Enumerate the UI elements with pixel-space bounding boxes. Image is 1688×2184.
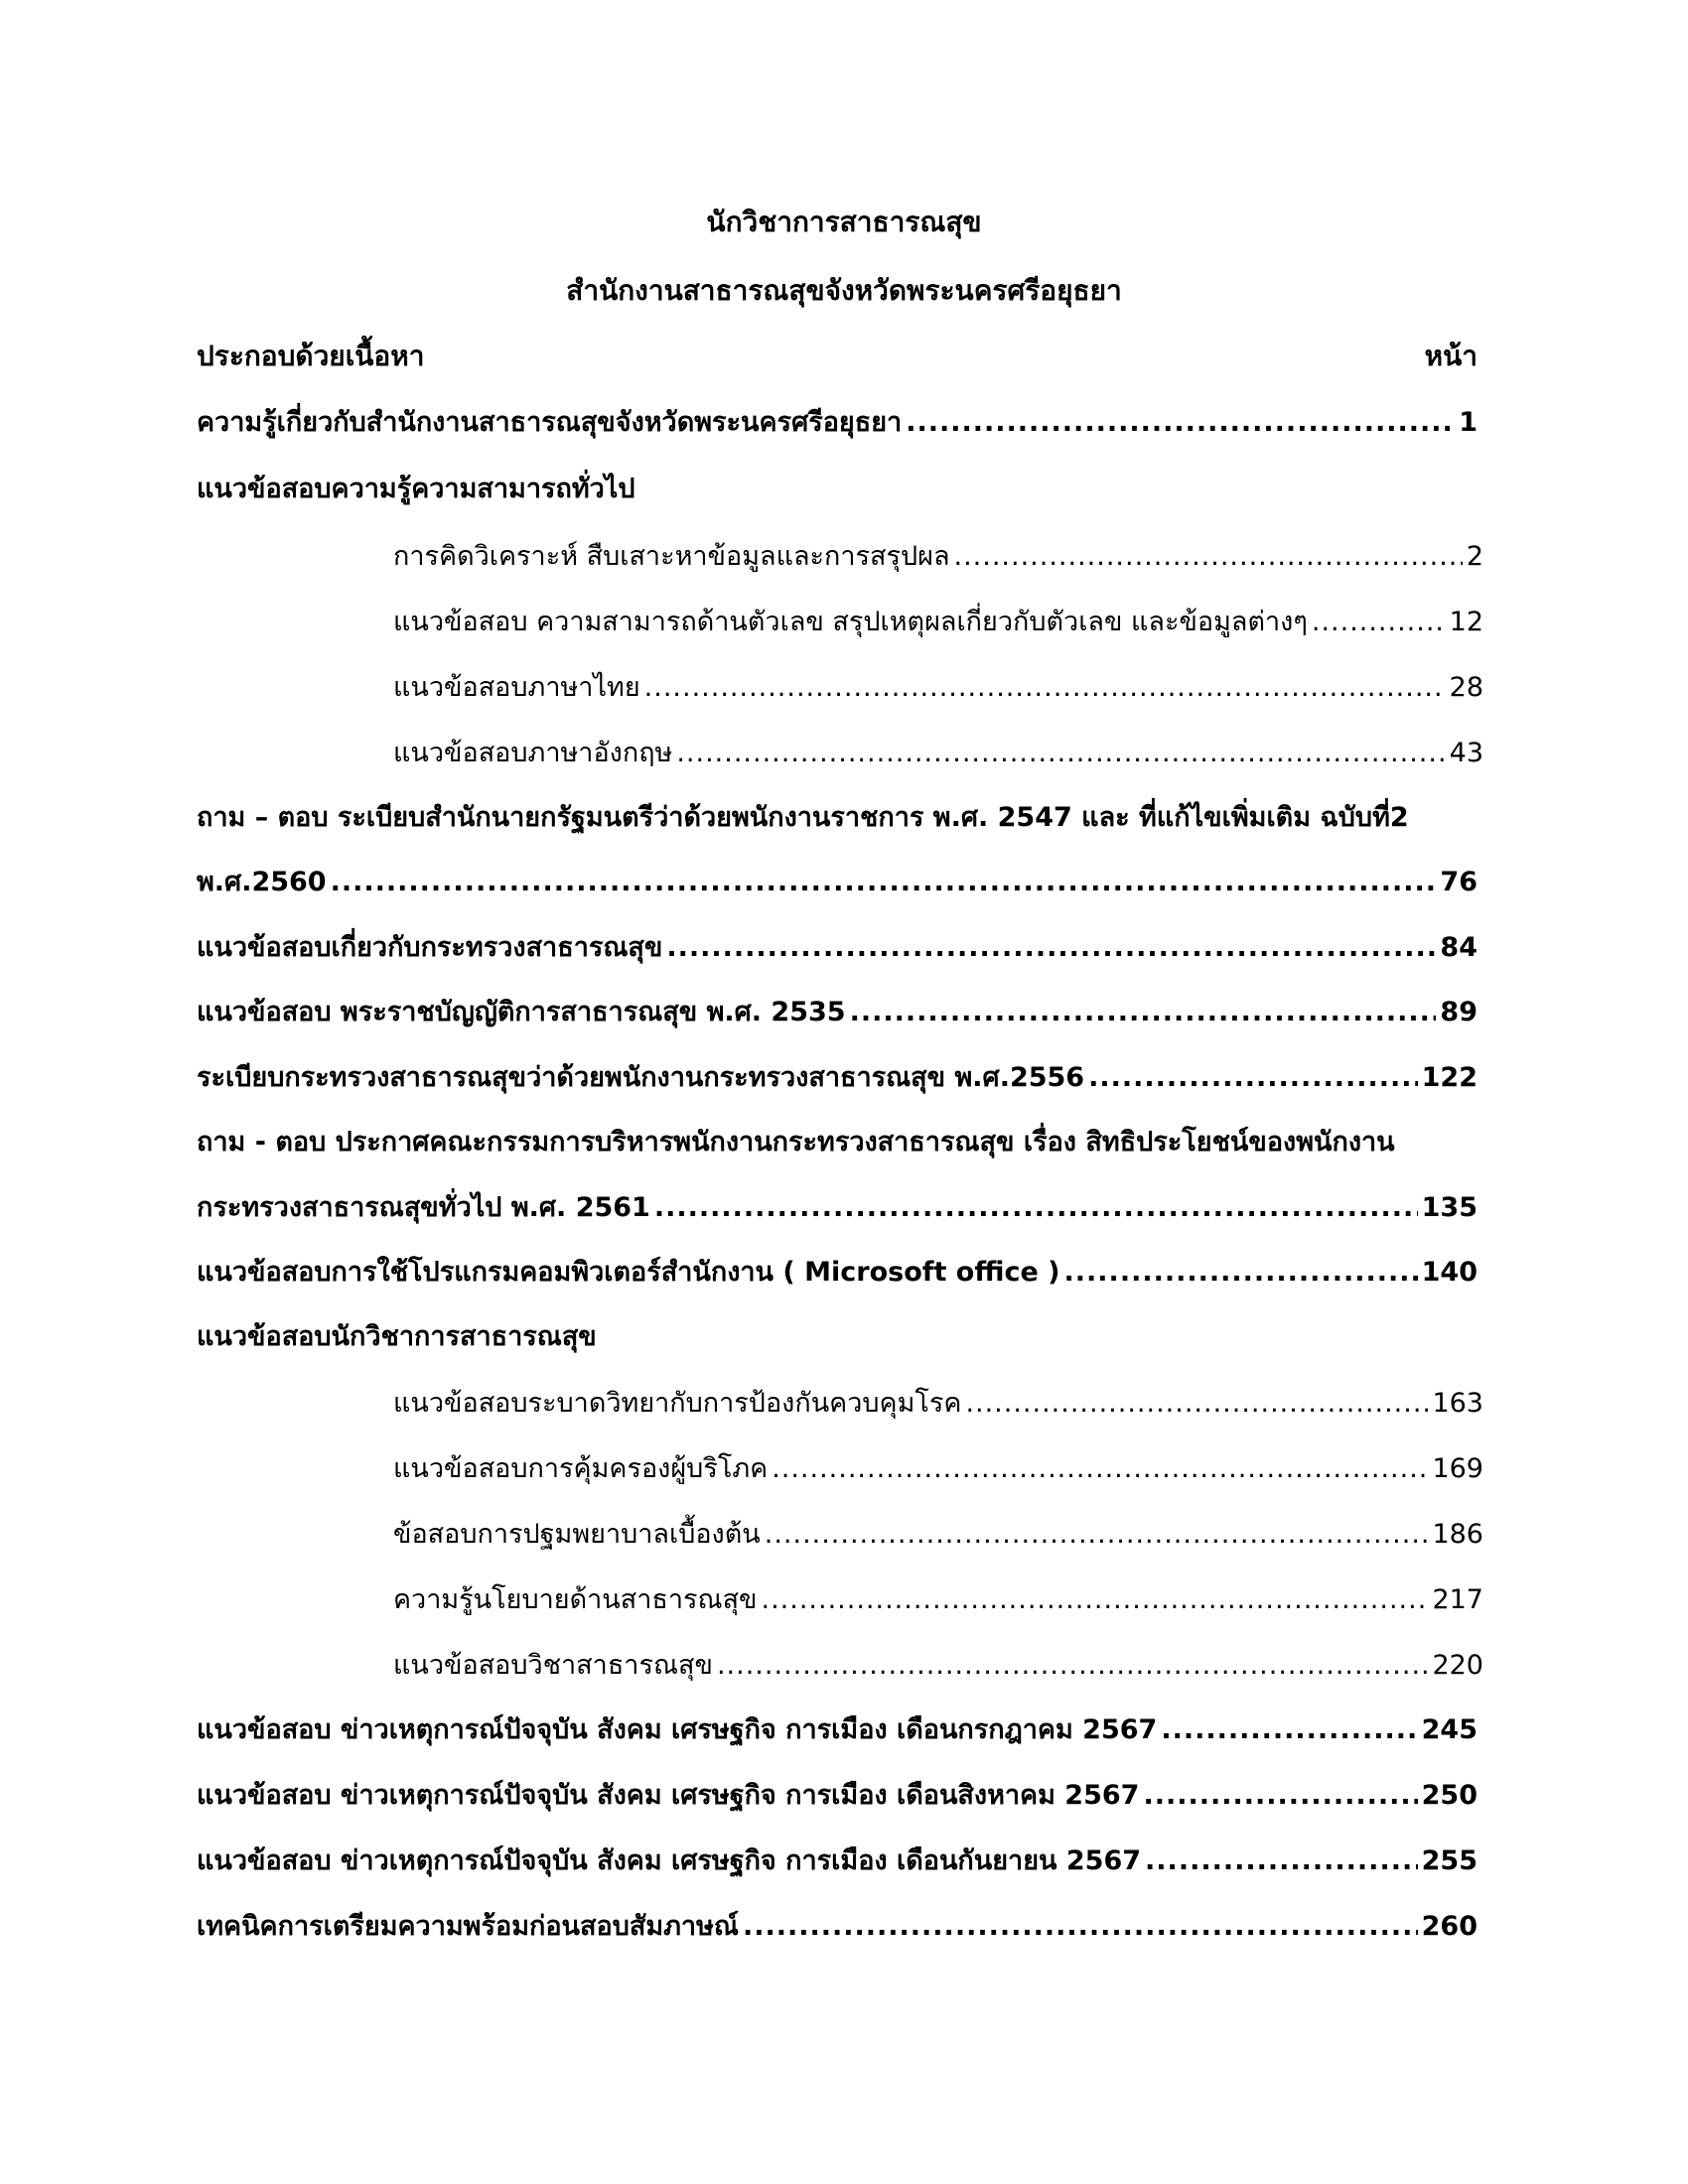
toc-entry — [393, 1449, 1483, 1489]
doc-title: นักวิชาการสาธารณสุข — [706, 205, 982, 238]
toc-entry-page: 1 — [1459, 407, 1477, 438]
toc-entry-text: ความรู้เกี่ยวกับสำนักงานสาธารณสุขจังหวัดพระนครศรีอยุธยา — [197, 407, 903, 438]
contents-label: ประกอบด้วยเนื้อหา — [197, 340, 425, 372]
toc-entry-page: 140 — [1421, 1257, 1477, 1288]
dot-leader — [772, 1449, 1428, 1489]
toc-entry-page: 89 — [1440, 997, 1477, 1027]
toc-entry — [197, 1188, 1477, 1228]
toc-entry-text: แนวข้อสอบภาษาอังกฤษ — [393, 738, 673, 768]
toc-entry-page: 260 — [1421, 1911, 1477, 1942]
toc-entry-text: แนวข้อสอบนักวิชาการสาธารณสุข — [197, 1321, 597, 1352]
dot-leader — [762, 1580, 1429, 1620]
toc-entry — [197, 1058, 1477, 1098]
dot-leader — [331, 863, 1437, 902]
toc-entry-page: 169 — [1432, 1453, 1483, 1484]
dot-leader — [644, 668, 1446, 708]
toc-header — [197, 337, 1477, 376]
dot-leader — [906, 403, 1455, 443]
dot-leader — [954, 537, 1463, 577]
toc-entry-text: ความรู้นโยบายด้านสาธารณสุข — [393, 1584, 758, 1615]
toc-entry-page: 12 — [1449, 607, 1483, 637]
dot-leader — [765, 1515, 1429, 1555]
toc-entry — [197, 1776, 1477, 1816]
toc-entry-page: 255 — [1421, 1845, 1477, 1876]
dot-leader — [1312, 603, 1446, 642]
dot-leader — [850, 993, 1437, 1032]
toc-entry-text: แนวข้อสอบการคุ้มครองผู้บริโภค — [393, 1453, 769, 1484]
toc-entry-page: 186 — [1432, 1519, 1483, 1550]
toc-entry-page: 2 — [1466, 541, 1483, 572]
toc-entry — [197, 1253, 1477, 1293]
toc-entry-text: แนวข้อสอบระบาดวิทยากับการป้องกันควบคุมโรค — [393, 1388, 962, 1419]
toc-entry-text: แนวข้อสอบ ข่าวเหตุการณ์ปัจจุบัน สังคม เศรษฐกิจ การเมือง เดือนสิงหาคม 2567 — [197, 1780, 1140, 1811]
dot-leader — [1145, 1842, 1418, 1881]
toc-entry — [393, 1580, 1483, 1620]
toc-entry-page: 122 — [1421, 1062, 1477, 1093]
toc-entry-page: 135 — [1421, 1192, 1477, 1223]
page-label: หน้า — [1424, 340, 1477, 372]
toc-entry-text: แนวข้อสอบการใช้โปรแกรมคอมพิวเตอร์สำนักงาน ( Microsoft office ) — [197, 1257, 1060, 1288]
dot-leader — [1064, 1253, 1418, 1293]
toc-section-heading — [197, 470, 1477, 509]
toc-entry — [393, 668, 1483, 708]
dot-leader — [1088, 1058, 1418, 1098]
dot-leader — [1143, 1776, 1417, 1816]
dot-leader — [717, 1646, 1429, 1686]
toc-entry-text: แนวข้อสอบเกี่ยวกับกระทรวงสาธารณสุข — [197, 932, 663, 963]
toc-entry-text: ถาม - ตอบ ประกาศคณะกรรมการบริหารพนักงานกระทรวงสาธารณสุข เรื่อง สิทธิประโยชน์ของพนักงาน — [197, 1127, 1395, 1158]
toc-entry-text: เทคนิคการเตรียมความพร้อมก่อนสอบสัมภาษณ์ — [197, 1911, 739, 1942]
toc-entry-text: ข้อสอบการปฐมพยาบาลเบื้องต้น — [393, 1519, 761, 1550]
toc-entry — [393, 1384, 1483, 1424]
toc-entry — [393, 1646, 1483, 1686]
toc-entry-page: 76 — [1440, 867, 1477, 897]
toc-entry-text: แนวข้อสอบ ข่าวเหตุการณ์ปัจจุบัน สังคม เศรษฐกิจ การเมือง เดือนกันยายน 2567 — [197, 1845, 1142, 1876]
toc-entry — [393, 734, 1483, 773]
toc-entry — [393, 603, 1483, 642]
toc-entry-page: 163 — [1432, 1388, 1483, 1419]
toc-entry-text: แนวข้อสอบ ข่าวเหตุการณ์ปัจจุบัน สังคม เศรษฐกิจ การเมือง เดือนกรกฎาคม 2567 — [197, 1714, 1158, 1745]
toc-entry-text: ระเบียบกระทรวงสาธารณสุขว่าด้วยพนักงานกระทรวงสาธารณสุข พ.ศ.2556 — [197, 1062, 1085, 1093]
toc-entry — [393, 1515, 1483, 1555]
toc-entry — [197, 1123, 1477, 1162]
toc-entry-page: 43 — [1449, 738, 1483, 768]
dot-leader — [1161, 1710, 1417, 1750]
toc-entry-page: 84 — [1440, 932, 1477, 963]
toc-entry — [197, 1842, 1477, 1881]
toc-entry-page: 245 — [1421, 1714, 1477, 1745]
toc-entry-text: แนวข้อสอบ ความสามารถด้านตัวเลข สรุปเหตุผลเกี่ยวกับตัวเลข และข้อมูลต่างๆ — [393, 607, 1308, 637]
dot-leader — [743, 1907, 1418, 1947]
toc-entry — [197, 1907, 1477, 1947]
toc-entry-text: แนวข้อสอบภาษาไทย — [393, 672, 640, 703]
toc-entry-text: แนวข้อสอบความรู้ความสามารถทั่วไป — [197, 474, 635, 504]
toc-entry-page: 220 — [1432, 1650, 1483, 1681]
toc-entry-text: การคิดวิเคราะห์ สืบเสาะหาข้อมูลและการสรุปผล — [393, 541, 950, 572]
toc-entry-text: แนวข้อสอบวิชาสาธารณสุข — [393, 1650, 713, 1681]
toc-entry-text: แนวข้อสอบ พระราชบัญญัติการสาธารณสุข พ.ศ. 2535 — [197, 997, 846, 1027]
toc-entry — [197, 403, 1477, 443]
toc-entry-page: 250 — [1421, 1780, 1477, 1811]
toc-entry — [393, 537, 1483, 577]
toc-entry — [197, 928, 1477, 968]
toc-entry-text: กระทรวงสาธารณสุขทั่วไป พ.ศ. 2561 — [197, 1192, 650, 1223]
dot-leader — [666, 928, 1436, 968]
dot-leader — [965, 1384, 1428, 1424]
toc-entry — [197, 863, 1477, 902]
toc-entry-page: 28 — [1449, 672, 1483, 703]
dot-leader — [654, 1188, 1418, 1228]
toc-entry-page: 217 — [1432, 1584, 1483, 1615]
dot-leader — [676, 734, 1445, 773]
toc-section-heading — [197, 1317, 1477, 1357]
toc-entry — [197, 798, 1477, 838]
toc-entry-text: พ.ศ.2560 — [197, 867, 327, 897]
toc-entry — [197, 1710, 1477, 1750]
toc-entry-text: ถาม – ตอบ ระเบียบสำนักนายกรัฐมนตรีว่าด้วยพนักงานราชการ พ.ศ. 2547 และ ที่แก้ไขเพิ่มเติม ฉบับที่2 — [197, 802, 1409, 833]
doc-subtitle: สำนักงานสาธารณสุขจังหวัดพระนครศรีอยุธยา — [566, 274, 1122, 307]
toc-entry — [197, 993, 1477, 1032]
